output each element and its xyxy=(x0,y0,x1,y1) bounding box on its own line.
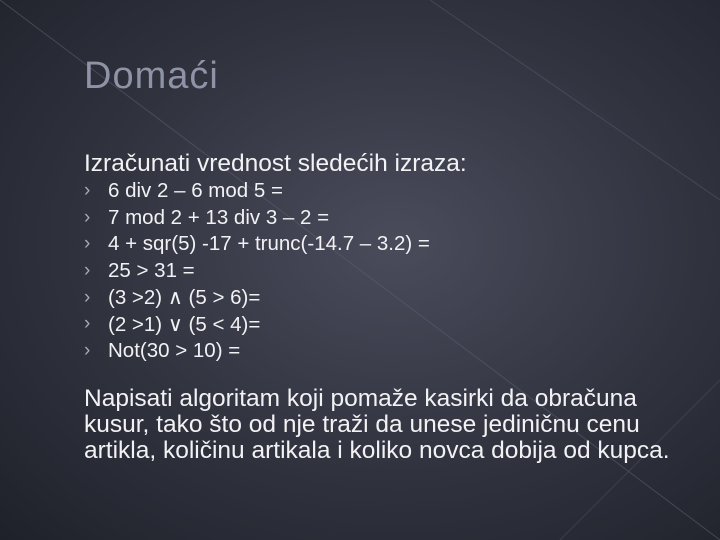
bullet-text-1: Izračunati vrednost sledećih izraza: xyxy=(84,150,467,177)
expression-text: (2 >1) ∨ (5 < 4)= xyxy=(108,312,261,336)
list-item xyxy=(84,338,430,365)
expression-text: 25 > 31 = xyxy=(108,259,195,283)
chevron-right-icon: › xyxy=(84,339,91,361)
list-item xyxy=(84,311,430,338)
chevron-right-icon: › xyxy=(84,313,91,335)
expression-text: 6 div 2 – 6 mod 5 = xyxy=(108,179,283,203)
expression-text: Not(30 > 10) = xyxy=(108,338,241,362)
chevron-right-icon: › xyxy=(84,233,91,255)
expression-text: (3 >2) ∧ (5 > 6)= xyxy=(108,286,261,310)
chevron-right-icon: › xyxy=(84,260,91,282)
expression-text: 7 mod 2 + 13 div 3 – 2 = xyxy=(108,205,330,229)
bullet-text-2: Napisati algoritam koji pomaže kasirki da obračuna kusur, tako što od nje traži da unese jediničnu cenu artikla, količinu artikala i koliko novca dobija od kupca. xyxy=(84,385,670,464)
chevron-right-icon: › xyxy=(84,286,91,308)
list-item xyxy=(84,205,430,232)
slide-title: Domaći xyxy=(84,55,219,97)
chevron-right-icon: › xyxy=(84,206,91,228)
list-item xyxy=(84,178,430,205)
list-item xyxy=(84,284,430,311)
list-item xyxy=(84,231,430,258)
list-item xyxy=(84,258,430,285)
expression-list xyxy=(84,178,430,364)
chevron-right-icon: › xyxy=(84,180,91,202)
expression-text: 4 + sqr(5) -17 + trunc(-14.7 – 3.2) = xyxy=(108,232,430,256)
